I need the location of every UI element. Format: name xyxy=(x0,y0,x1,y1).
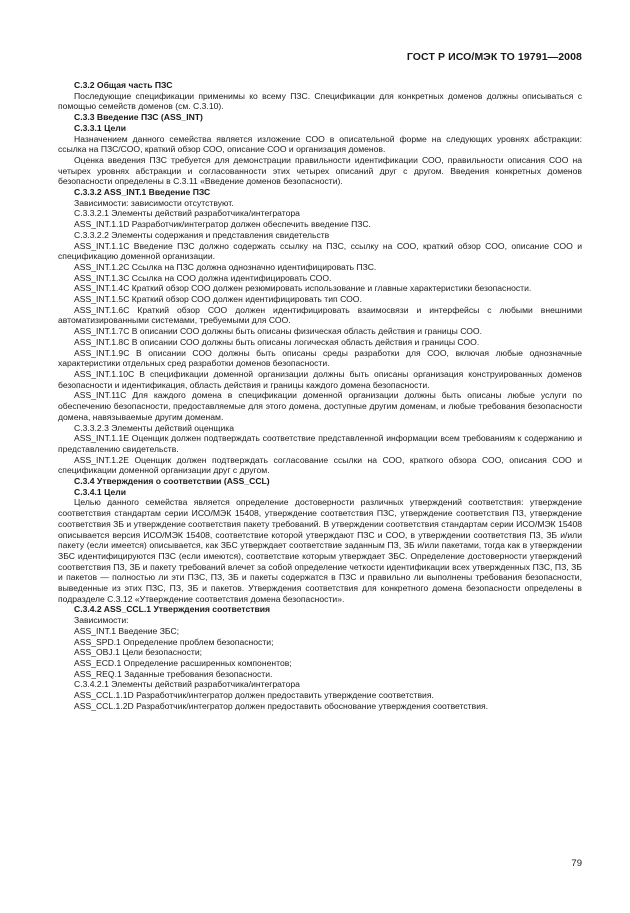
paragraph: ASS_SPD.1 Определение проблем безопасности; xyxy=(74,636,274,647)
paragraph: Оценка введения ПЗС требуется для демонстрации правильности идентификации СОО, правильности описания СОО на четырех уровнях абстракции и согласованности этих четырех описаний друг с другом. Введения конкретных доменов безопасности определены в С.3.11 «Введение доменов безопасности). xyxy=(58,154,582,187)
paragraph: ASS_INT.1.6С Краткий обзор СОО должен идентифицировать взаимосвязи и интерфейсы с любыми внешними автоматизированными системами, требуемыми для СОО. xyxy=(58,304,582,326)
paragraph: С.3.4.2.1 Элементы действий разработчика/интегратора xyxy=(74,679,300,690)
paragraph: ASS_CCL.1.1D Разработчик/интегратор должен предоставить утверждение соответствия. xyxy=(74,690,434,701)
section-heading: C.3.4 Утверждения о соответствии (ASS_CCL) xyxy=(74,476,270,487)
paragraph: Зависимости: зависимости отсутствуют. xyxy=(74,197,234,208)
paragraph: ASS_INT.1.7С В описании СОО должны быть описаны физическая область действия и границы СОО. xyxy=(74,326,482,337)
paragraph: ASS_INT.1.2Е Оценщик должен подтверждать согласование ссылки на СОО, краткого обзора СОО, описания СОО и спецификации доменной организации друг с другом. xyxy=(58,454,582,476)
paragraph: ASS_INT.11С Для каждого домена в спецификации доменной организации должны быть описаны любые услуги по обеспечению безопасности, предоставляемые для этого домена, доступные другим доменам, и любые требования безопасности домена, навязываемые другим доменам. xyxy=(58,390,582,422)
paragraph: ASS_INT.1.1Е Оценщик должен подтверждать соответствие представленной информации всем требованиям к содержанию и представлению свидетельств. xyxy=(58,433,582,454)
section-heading: C.3.2 Общая часть ПЗС xyxy=(74,80,173,90)
paragraph: ASS_REQ.1 Заданные требования безопасности. xyxy=(74,668,273,679)
paragraph: Целью данного семейства является определение достоверности различных утверждений соответствия: утверждение соответствия стандартам серии ИСО/МЭК 15408, утверждение соответствия ПЗС, утверждение соответствия ПЗ, утверждение соответствия ЗБ и утверждение соответствия пакету требований. В утверждении соответствия стандартам серии ИСО/МЭК 15408 описывается версия ИСО/МЭК 15408, соответствие которой утверждают ПЗС и СОО, в утверждении соответствия ПЗ, ЗБ и/или пакету (если имеется) описывается, как ЗБС утверждает соответствие заданным ПЗ, ЗБ и/или пакетами, тогда как в утверждении ЗБС идентифицируются ПЗС (если имеются), соответствие которым утверждает ЗБС. Определение достоверности утверждений соответствия ПЗ, ЗБ и пакету требований влечет за собой определение четкости идентификации всех утвержденных ПЗС, ПЗ, ЗБ и пакетов — полностью ли эти ПЗС, ПЗ, ЗБ и пакеты содержатся в ПЗС и правильно ли выполнены требования безопасности, выведенные из этих ПЗС, ПЗ, ЗБ и пакетов. Утверждения соответствия для конкретного домена безопасности определены в подразделе С.3.12 «Утверждение соответствия домена безопасности». xyxy=(58,497,582,604)
paragraph: ASS_INT.1.9С В описании СОО должны быть описаны среды разработки для СОО, включая любые однозначные характеристики отдельных сред разработки доменов безопасности. xyxy=(58,347,582,369)
section-heading: C.3.3.1 Цели xyxy=(74,122,126,133)
page-body xyxy=(58,80,582,711)
paragraph: Назначением данного семейства является изложение СОО в описательной форме на следующих уровнях абстракции: ссылка на ПЗС/СОО, краткий обзор СОО, описание СОО и организация доменов. xyxy=(58,133,582,155)
paragraph: ASS_INT.1.3С Ссылка на СОО должна идентифицировать СОО. xyxy=(74,272,332,283)
paragraph: ASS_INT.1.5С Краткий обзор СОО должен идентифицировать тип СОО. xyxy=(74,294,362,305)
paragraph: ASS_INT.1 Введение ЗБС; xyxy=(74,625,180,636)
document-header: ГОСТ Р ИСО/МЭК ТО 19791—2008 xyxy=(406,51,582,63)
paragraph: Зависимости: xyxy=(74,615,129,626)
paragraph: ASS_INT.1.10С В спецификации доменной организации должны быть описаны организация конструированных доменов безопасности и идентификация, область действия и границы каждого домена безопасности. xyxy=(58,368,582,390)
page-number: 79 xyxy=(571,858,582,869)
section-heading: C.3.3.2 ASS_INT.1 Введение ПЗС xyxy=(74,187,211,198)
paragraph: ASS_INT.1.8С В описании СОО должны быть описаны логическая область действия и границы СОО. xyxy=(74,336,480,347)
paragraph: ASS_INT.1.1D Разработчик/интегратор должен обеспечить введение ПЗС. xyxy=(74,219,371,230)
paragraph: ASS_OBJ.1 Цели безопасности; xyxy=(74,647,203,658)
paragraph: ASS_INT.1.2С Ссылка на ПЗС должна однозначно идентифицировать ПЗС. xyxy=(74,261,377,272)
paragraph: ASS_INT.1.4С Краткий обзор СОО должен резюмировать использование и главные характеристики безопасности. xyxy=(74,283,532,294)
paragraph: С.3.3.2.1 Элементы действий разработчика/интегратора xyxy=(74,208,300,219)
paragraph: С.3.3.2.3 Элементы действий оценщика xyxy=(74,422,234,433)
paragraph: ASS_ECD.1 Определение расширенных компонентов; xyxy=(74,657,292,668)
section-heading: C.3.3 Введение ПЗС (ASS_INT) xyxy=(74,112,203,123)
section-heading: C.3.4.1 Цели xyxy=(74,486,126,497)
paragraph: Последующие спецификации применимы ко всему ПЗС. Спецификации для конкретных доменов должны описываться с помощью семейств доменов (см. С.3.10). xyxy=(58,90,582,112)
paragraph: ASS_INT.1.1С Введение ПЗС должно содержать ссылку на ПЗС, ссылку на СОО, краткий обзор СОО, описание СОО и спецификацию доменной организации. xyxy=(58,240,582,262)
paragraph: ASS_CCL.1.2D Разработчик/интегратор должен предоставить обоснование утверждения соответствия. xyxy=(74,700,489,711)
paragraph: С.3.3.2.2 Элементы содержания и представления свидетельств xyxy=(74,229,330,240)
section-heading: C.3.4.2 ASS_CCL.1 Утверждения соответствия xyxy=(74,604,271,615)
